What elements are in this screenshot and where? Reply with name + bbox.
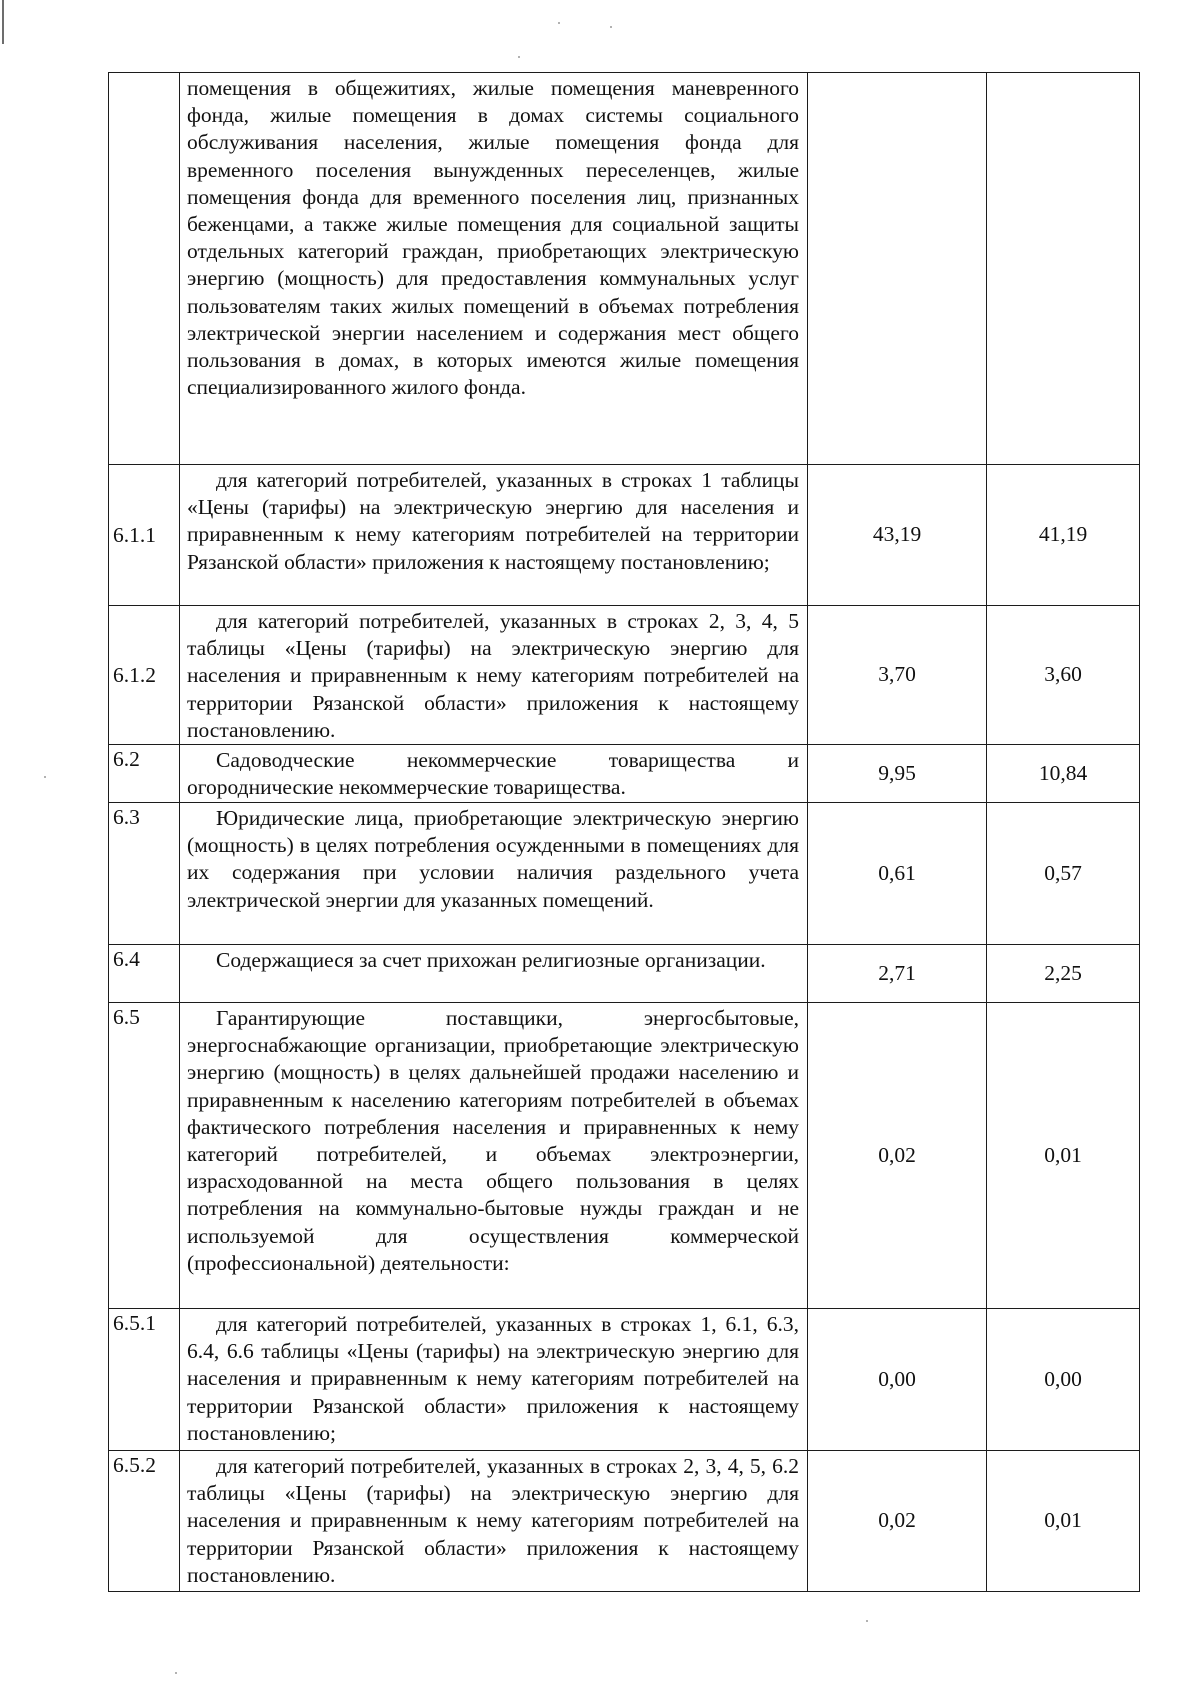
- table-row: [109, 803, 1140, 945]
- value-col2: [987, 73, 1140, 465]
- value-col1: 3,70: [808, 606, 987, 745]
- scan-edge-mark: [2, 0, 4, 44]
- value-col2: 0,01: [987, 1451, 1140, 1592]
- scan-speck: [610, 26, 612, 28]
- value-col1: 9,95: [808, 745, 987, 803]
- value-col2: 0,01: [987, 1003, 1140, 1309]
- row-description: Гарантирующие поставщики, энергосбытовые, энергоснабжающие организации, приобретающие электрическую энергию (мощность) в целях дальнейшей продажи населению и приравненным к населению категориям потребителей в объемах фактического потребления населения и приравненных к нему категорий потребителей, и объемах электроэнергии, израсходованной на места общего пользования в целях потребления на коммунально-бытовые нужды граждан и не используемой для осуществления коммерческой (профессиональной) деятельности:: [180, 1003, 808, 1309]
- value-col1: 43,19: [808, 465, 987, 606]
- value-col1: 0,02: [808, 1003, 987, 1309]
- scan-speck: [558, 22, 560, 24]
- row-description: для категорий потребителей, указанных в строках 1 таблицы «Цены (тарифы) на электрическую энергию для населения и приравненным к нему категориям потребителей на территории Рязанской области» приложения к настоящему постановлению;: [180, 465, 808, 606]
- value-col1: 2,71: [808, 945, 987, 1003]
- row-number: 6.4: [109, 945, 180, 1003]
- value-col2: 0,57: [987, 803, 1140, 945]
- row-description: помещения в общежитиях, жилые помещения маневренного фонда, жилые помещения в домах системы социального обслуживания населения, жилые помещения фонда для временного поселения вынужденных переселенцев, жилые помещения фонда для временного поселения лиц, признанных беженцами, а также жилые помещения для социальной защиты отдельных категорий граждан, приобретающих электрическую энергию (мощность) для предоставления коммунальных услуг пользователям таких жилых помещений в объемах потребления электрической энергии населением и содержания мест общего пользования в домах, в которых имеются жилые помещения специализированного жилого фонда.: [180, 73, 808, 465]
- table-row: [109, 945, 1140, 1003]
- row-number: 6.5.2: [109, 1451, 180, 1592]
- row-number: 6.5: [109, 1003, 180, 1309]
- row-description: для категорий потребителей, указанных в строках 2, 3, 4, 5 таблицы «Цены (тарифы) на электрическую энергию для населения и приравненным к нему категориям потребителей на территории Рязанской области» приложения к настоящему постановлению.: [180, 606, 808, 745]
- value-col2: 3,60: [987, 606, 1140, 745]
- table-row: [109, 1003, 1140, 1309]
- scan-speck: [175, 1672, 177, 1674]
- value-col1: 0,61: [808, 803, 987, 945]
- row-description: для категорий потребителей, указанных в строках 1, 6.1, 6.3, 6.4, 6.6 таблицы «Цены (тарифы) на электрическую энергию для населения и приравненным к нему категориям потребителей на территории Рязанской области» приложения к настоящему постановлению;: [180, 1309, 808, 1451]
- scan-speck: [518, 56, 520, 58]
- value-col1: 0,00: [808, 1309, 987, 1451]
- table-row: [109, 606, 1140, 745]
- value-col2: 10,84: [987, 745, 1140, 803]
- table-row: [109, 73, 1140, 465]
- value-col2: 2,25: [987, 945, 1140, 1003]
- tariff-table: [108, 72, 1140, 1592]
- row-number: 6.3: [109, 803, 180, 945]
- scan-speck: [866, 1620, 868, 1622]
- row-number: 6.1.2: [109, 606, 180, 745]
- row-description: Юридические лица, приобретающие электрическую энергию (мощность) в целях потребления осужденными в помещениях для их содержания при условии наличия раздельного учета электрической энергии для указанных помещений.: [180, 803, 808, 945]
- row-number: 6.5.1: [109, 1309, 180, 1451]
- value-col2: 41,19: [987, 465, 1140, 606]
- table-row: [109, 1309, 1140, 1451]
- row-number: [109, 73, 180, 465]
- row-description: Содержащиеся за счет прихожан религиозные организации.: [180, 945, 808, 1003]
- row-description: для категорий потребителей, указанных в строках 2, 3, 4, 5, 6.2 таблицы «Цены (тарифы) на электрическую энергию для населения и приравненным к нему категориям потребителей на территории Рязанской области» приложения к настоящему постановлению.: [180, 1451, 808, 1592]
- table-row: [109, 1451, 1140, 1592]
- value-col2: 0,00: [987, 1309, 1140, 1451]
- value-col1: 0,02: [808, 1451, 987, 1592]
- row-description: Садоводческие некоммерческие товарищества и огороднические некоммерческие товарищества.: [180, 745, 808, 803]
- table-row: [109, 465, 1140, 606]
- row-number: 6.2: [109, 745, 180, 803]
- row-number: 6.1.1: [109, 465, 180, 606]
- value-col1: [808, 73, 987, 465]
- table-row: [109, 745, 1140, 803]
- scan-speck: [44, 776, 46, 778]
